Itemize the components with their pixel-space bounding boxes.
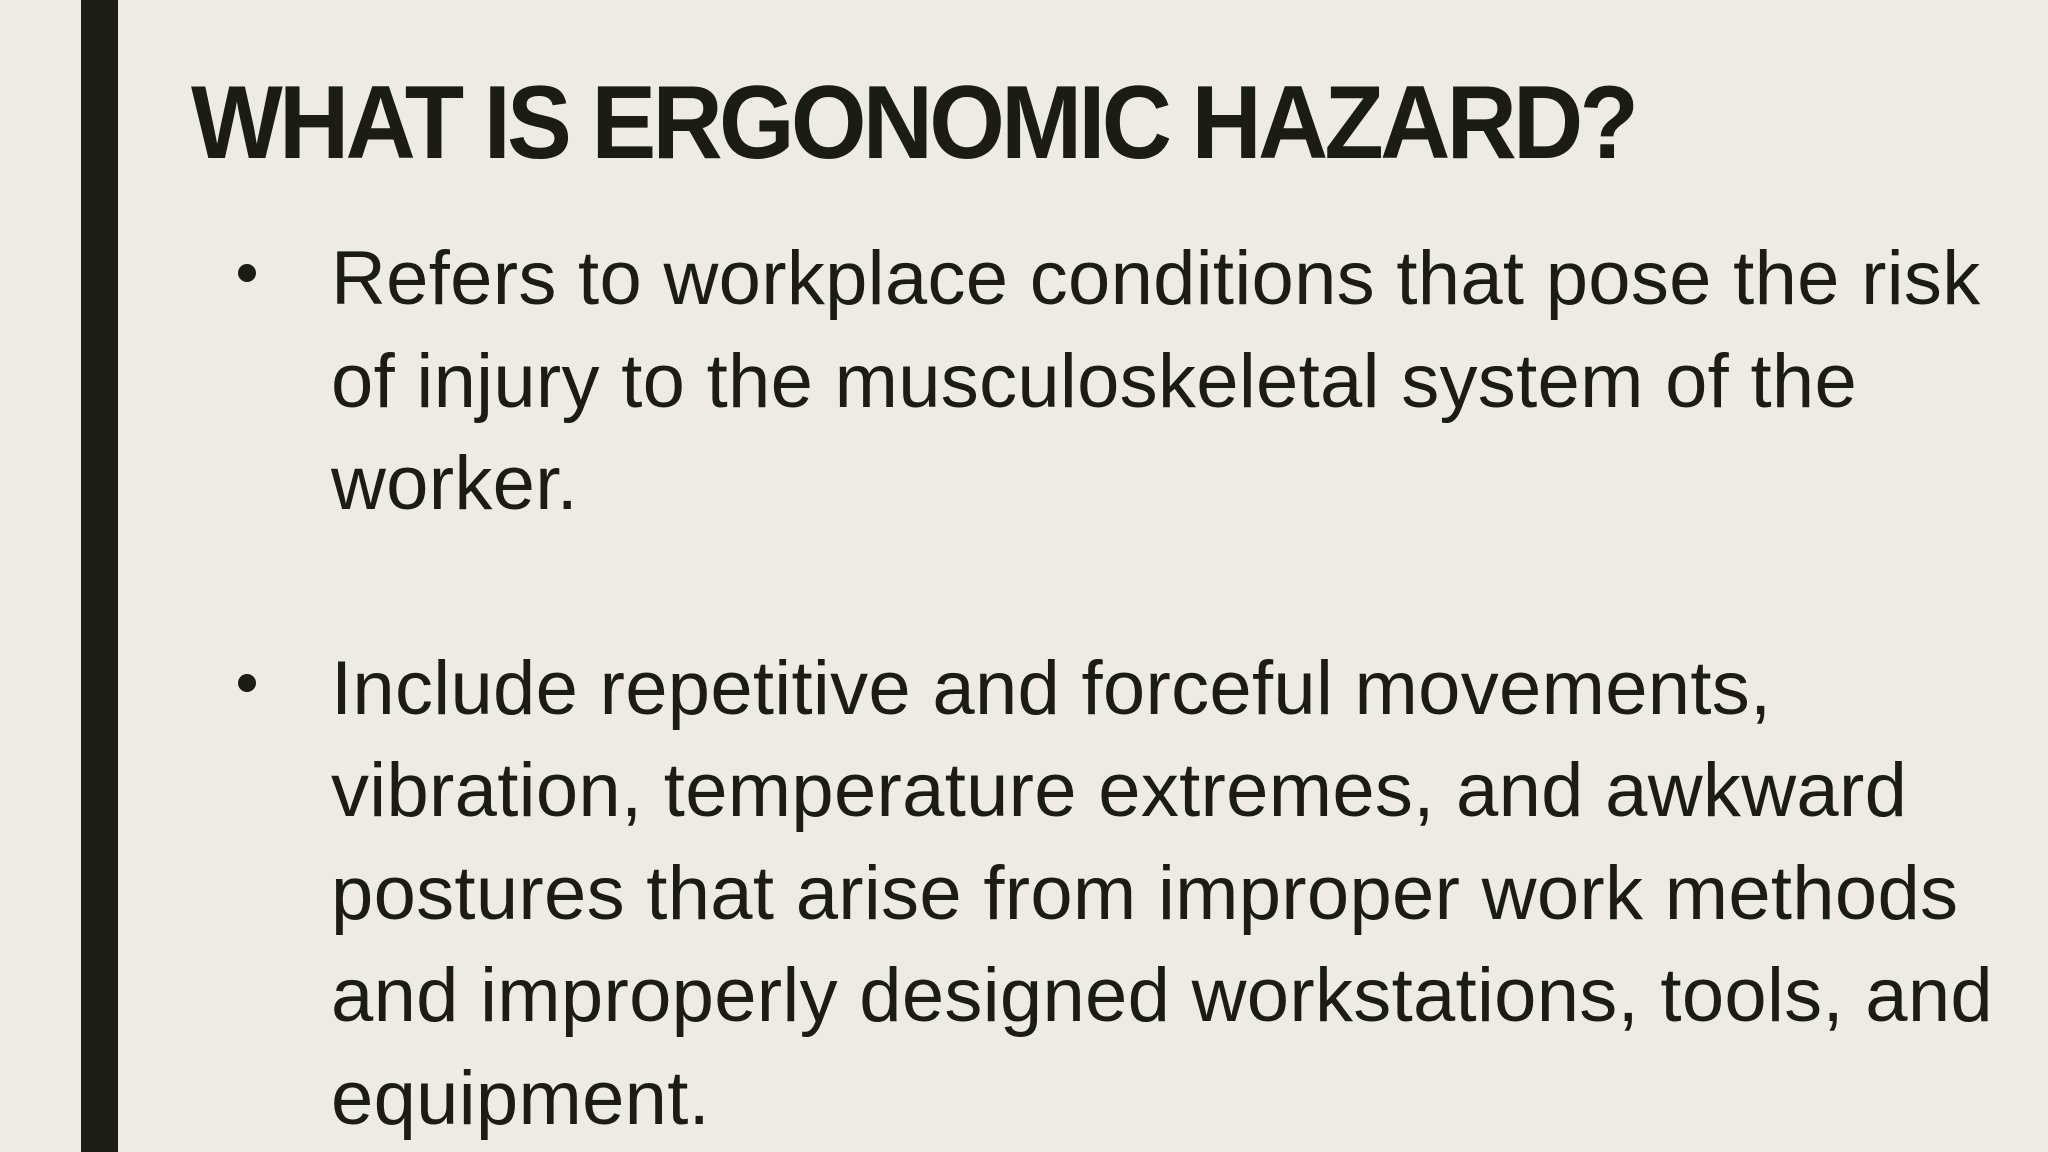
bullet-icon <box>231 228 271 331</box>
bullet-text: Refers to workplace conditions that pose the risk of injury to the musculoskeletal system of the worker. <box>331 236 1981 526</box>
slide-title: WHAT IS ERGONOMIC HAZARD? <box>191 65 1636 181</box>
bullet-list <box>231 228 2011 1150</box>
bullet-text: Include repetitive and forceful movements, vibration, temperature extremes, and awkward postures that arise from improper work methods and improperly designed workstations, tools, and equipment. <box>331 645 1993 1141</box>
bullet-item <box>231 638 2011 1151</box>
bullet-icon <box>231 638 271 741</box>
accent-bar <box>81 0 118 1152</box>
bullet-item <box>231 228 2011 536</box>
